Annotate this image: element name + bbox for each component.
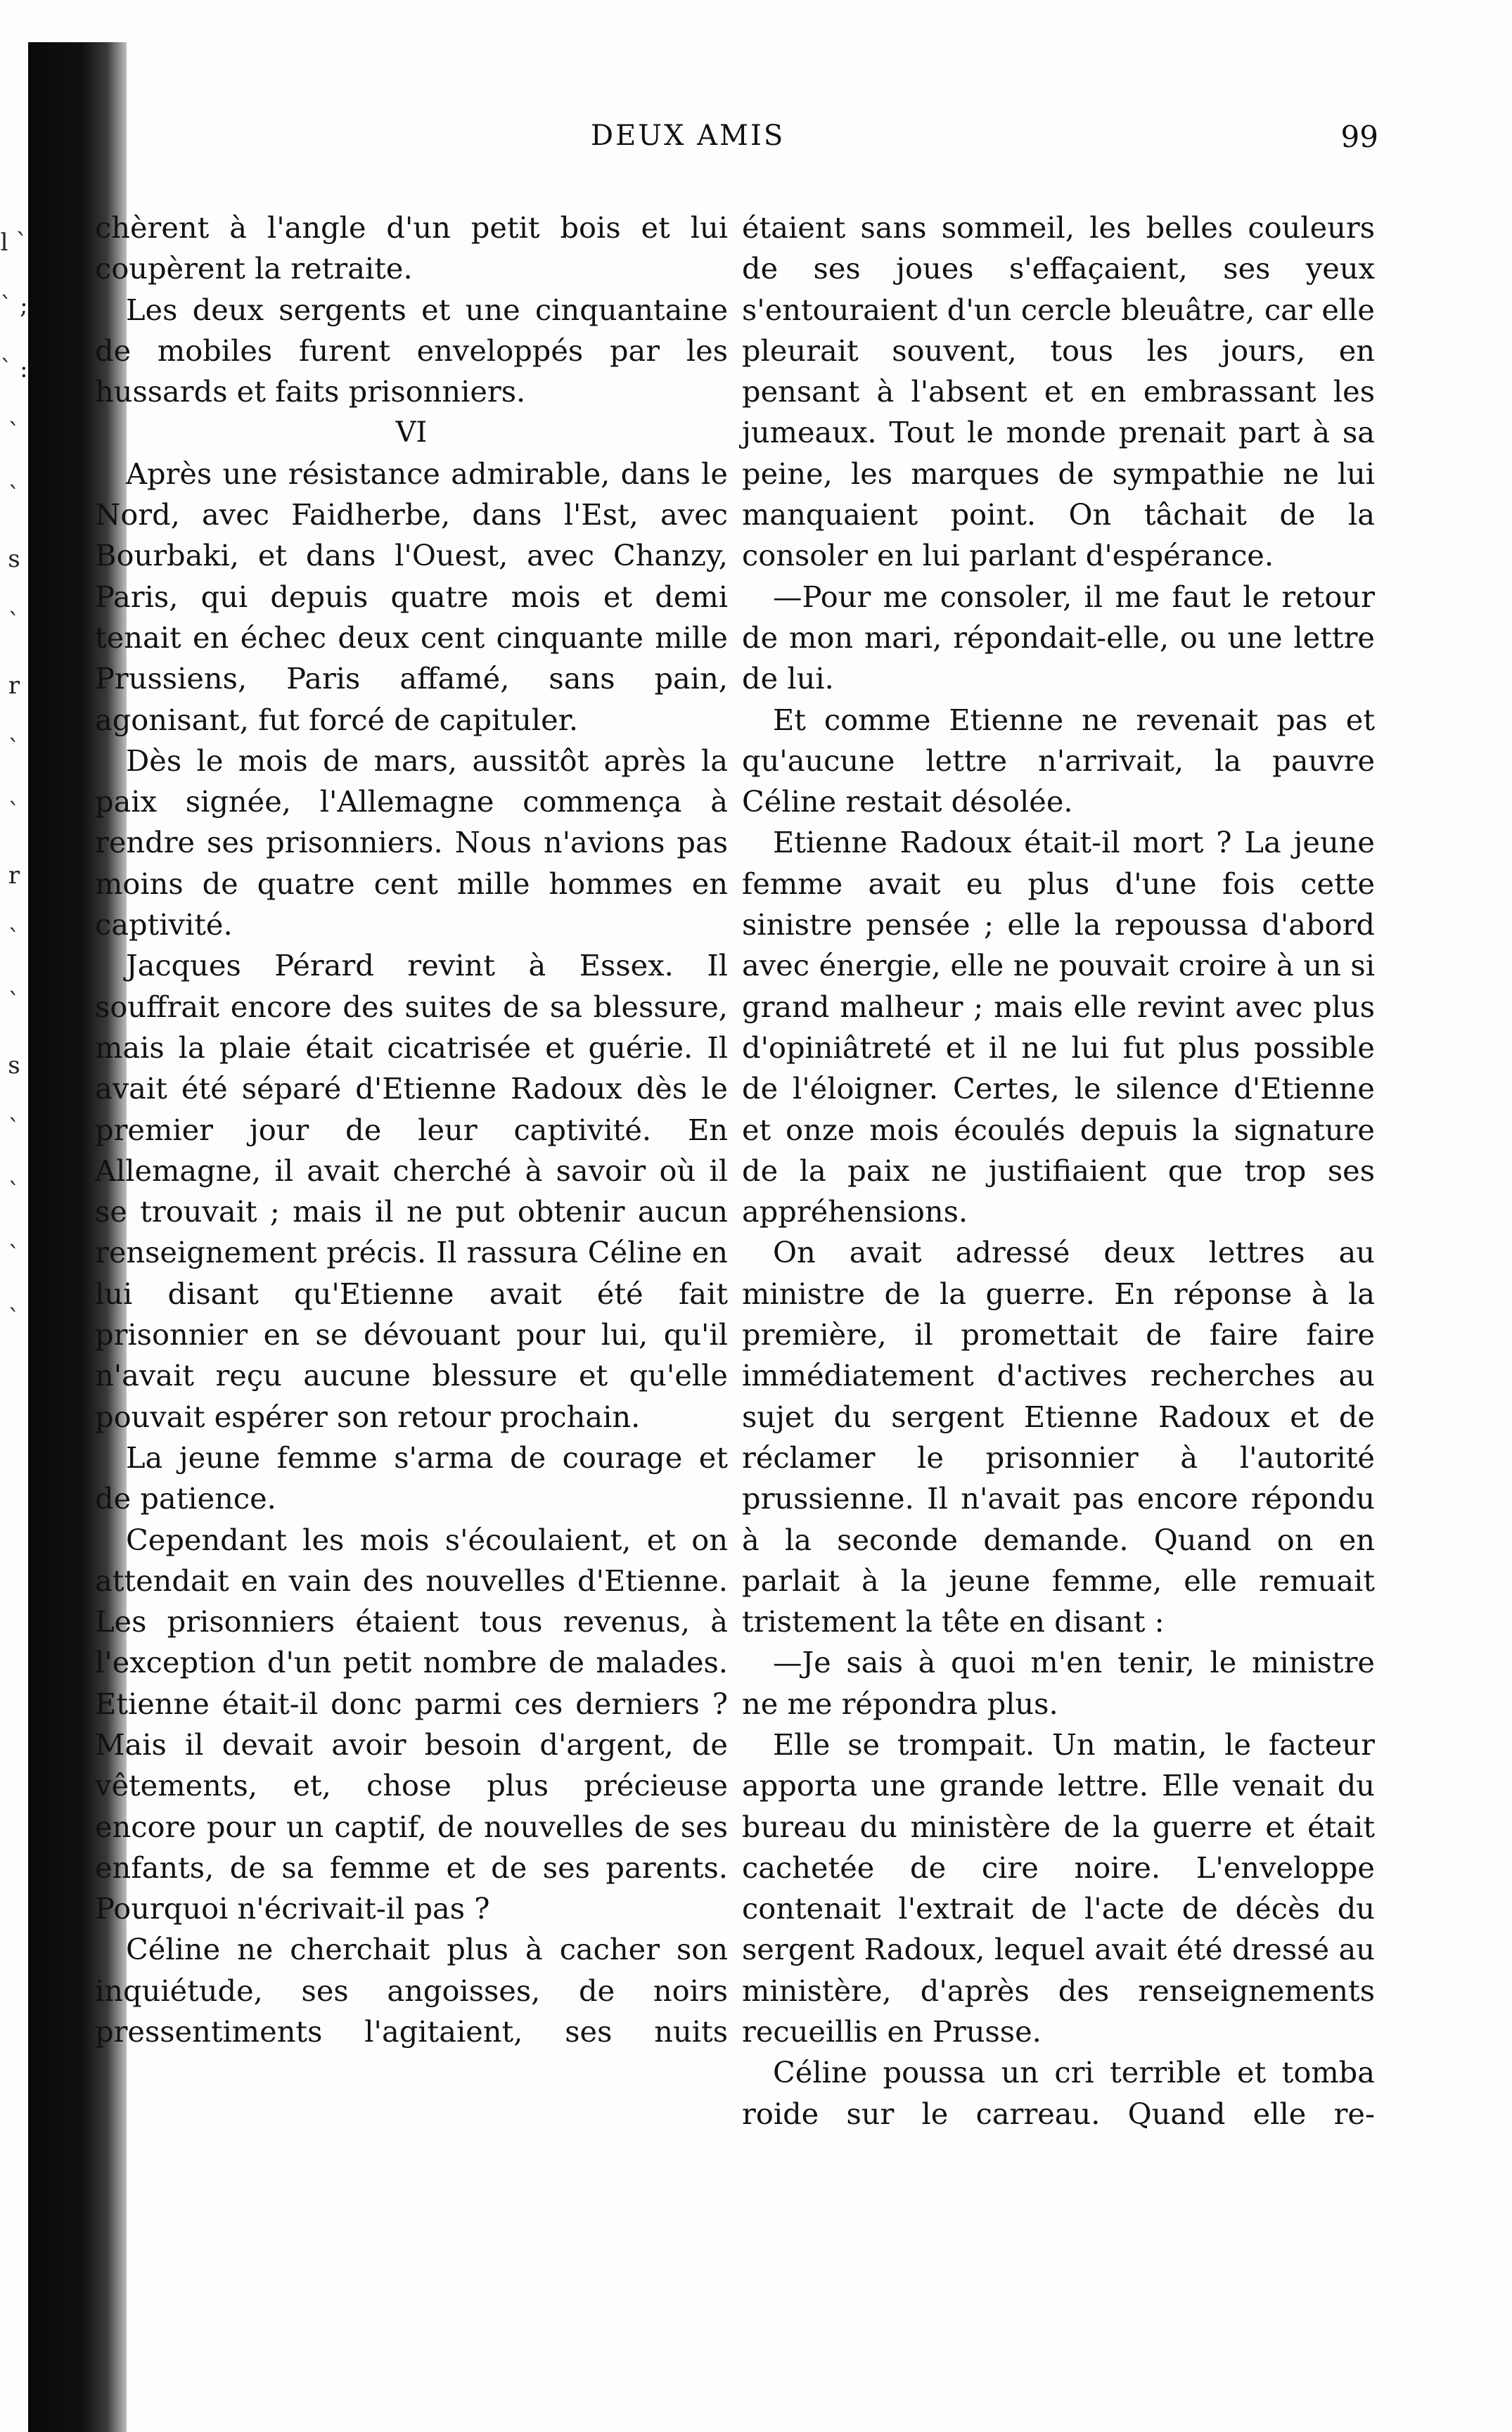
paragraph: On avait adressé deux lettres au ministre de la guerre. En réponse à la première, il promettait de faire faire immédiatement d'actives recherches au sujet du sergent Etienne Radoux et de réclamer le prisonnier à l'autorité prussienne. Il n'avait pas encore répondu à la seconde demande. Quand on en parlait à la jeune femme, elle remuait tristement la tête en disant : (742, 1235, 1375, 1639)
paragraph: Jacques Pérard revint à Essex. Il souffrait encore des suites de sa blessure, mais la plaie était cicatrisée et guérie. Il avait été séparé d'Etienne Radoux dès le premier jour de leur captivité. En Allemagne, il avait cherché à savoir où il se trouvait ; mais il ne put obtenir aucun renseignement précis. Il rassura Céline en lui disant qu'Etienne avait été fait prisonnier en se dévouant pour lui, qu'il n'avait reçu aucune blessure et qu'elle pouvait espérer son retour prochain. (95, 948, 728, 1434)
paragraph: Cependant les mois s'écoulaient, et on attendait en vain des nouvelles d'Etienne. Les prisonniers étaient tous revenus, à l'exception d'un petit nombre de malades. Etienne était-il donc parmi ces derniers ? Mais il devait avoir besoin d'argent, de vêtements, et, chose plus précieuse encore pour un captif, de nouvelles de ses enfants, de sa femme et de ses parents. Pourquoi n'écrivait-il pas ? (95, 1522, 728, 1926)
running-title: DEUX AMIS (591, 120, 786, 152)
paragraph: Céline ne cherchait plus à cacher son inquiétude, ses angoisses, de noirs pressentiments l'agitaient, ses nuits (95, 1932, 728, 2049)
paragraph: La jeune femme s'arma de courage et de patience. (95, 1440, 728, 1516)
right-column (742, 207, 1375, 2353)
left-column (95, 207, 728, 2353)
paragraph: étaient sans sommeil, les belles couleurs de ses joues s'effaçaient, ses yeux s'entouraient d'un cercle bleuâtre, car elle pleurait souvent, tous les jours, en pensant à l'absent et en embrassant les jumeaux. Tout le monde prenait part à sa peine, les marques de sympathie ne lui manquaient point. On tâchait de la consoler en lui parlant d'espérance. (742, 210, 1375, 573)
paragraph: Après une résistance admirable, dans le Nord, avec Faidherbe, dans l'Est, avec Bourbaki, et dans l'Ouest, avec Chanzy, Paris, qui depuis quatre mois et demi tenait en échec deux cent cinquante mille Prussiens, Paris affamé, sans pain, agonisant, fut forcé de capituler. (95, 456, 728, 737)
paragraph: chèrent à l'angle d'un petit bois et lui coupèrent la retraite. (95, 210, 728, 286)
paragraph: —Pour me consoler, il me faut le retour de mon mari, répondait-elle, ou une lettre de lui. (742, 579, 1375, 696)
page-number: 99 (1340, 120, 1378, 154)
paragraph: Les deux sergents et une cinquantaine de mobiles furent enveloppés par les hussards et faits prisonniers. (95, 292, 728, 409)
running-head (211, 120, 1378, 162)
margin-marks: l ` ` ; ` : ` ` s ` r ` ` r ` ` s ` ` ` ` (0, 229, 28, 1333)
paragraph: Et comme Etienne ne revenait pas et qu'aucune lettre n'arrivait, la pauvre Céline restait désolée. (742, 702, 1375, 819)
paragraph: Céline poussa un cri terrible et tomba roide sur le carreau. Quand elle re- (742, 2055, 1375, 2131)
paragraph: Etienne Radoux était-il mort ? La jeune femme avait eu plus d'une fois cette sinistre pensée ; elle la repoussa d'abord avec énergie, elle ne pouvait croire à un si grand malheur ; mais elle revint avec plus d'opiniâtreté et il ne lui fut plus possible de l'éloigner. Certes, le silence d'Etienne et onze mois écoulés depuis la signature de la paix ne justifiaient que trop ses appréhensions. (742, 825, 1375, 1229)
section-heading: VI (395, 416, 428, 449)
paragraph: —Je sais à quoi m'en tenir, le ministre ne me répondra plus. (742, 1645, 1375, 1721)
paragraph: Elle se trompait. Un matin, le facteur apporta une grande lettre. Elle venait du bureau du ministère de la guerre et était cachetée de cire noire. L'enveloppe contenait l'extrait de l'acte de décès du sergent Radoux, lequel avait été dressé au ministère, d'après des renseignements recueillis en Prusse. (742, 1727, 1375, 2049)
paragraph: Dès le mois de mars, aussitôt après la paix signée, l'Allemagne commença à rendre ses prisonniers. Nous n'avions pas moins de quatre cent mille hommes en captivité. (95, 743, 728, 942)
